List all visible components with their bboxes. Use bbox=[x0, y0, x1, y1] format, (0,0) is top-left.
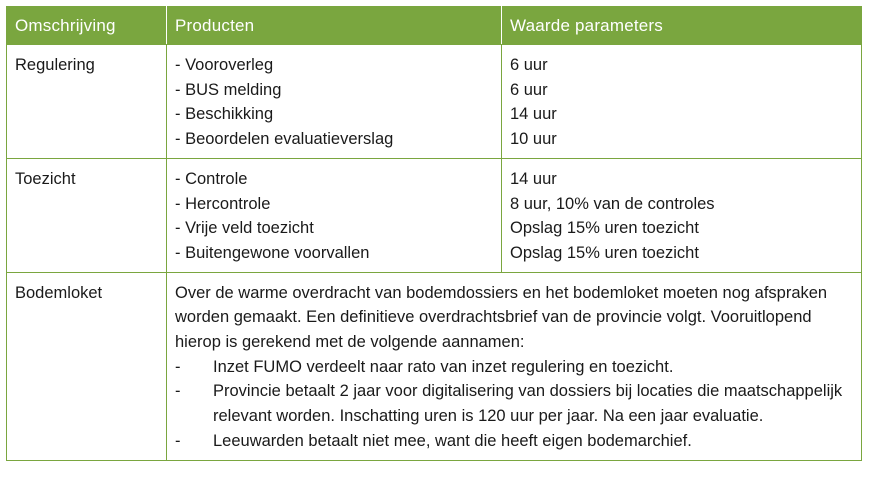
table-header-row bbox=[7, 7, 862, 45]
parameter-value: 6 uur bbox=[510, 56, 548, 74]
product-item: - Buitengewone voorvallen bbox=[175, 243, 370, 262]
product-item: - Controle bbox=[175, 169, 248, 188]
product-item: - Hercontrole bbox=[175, 194, 271, 213]
bullet-marker: - bbox=[175, 382, 181, 401]
table-row-regulering bbox=[7, 45, 862, 159]
header-waarde-parameters: Waarde parameters bbox=[502, 7, 862, 45]
product-item: - Vrije veld toezicht bbox=[175, 219, 314, 238]
parameter-value: 6 uur bbox=[510, 80, 548, 99]
parameter-value: 8 uur, 10% van de controles bbox=[510, 194, 715, 213]
bullet-text: Provincie betaalt 2 jaar voor digitalisering van dossiers bij locaties die maatschappelijk relevant worden. Inschatting uren is 120 uur per jaar. Na een jaar evaluatie. bbox=[213, 382, 843, 426]
bullet-text: Inzet FUMO verdeelt naar rato van inzet regulering en toezicht. bbox=[213, 357, 674, 376]
bodemloket-description-cell bbox=[167, 272, 862, 460]
products-cell bbox=[167, 158, 502, 272]
products-cell bbox=[167, 45, 502, 159]
product-item: - BUS melding bbox=[175, 80, 282, 99]
bullet-marker: - bbox=[175, 431, 181, 450]
product-item: - Beoordelen evaluatieverslag bbox=[175, 130, 394, 149]
parameters-table-container bbox=[6, 6, 861, 461]
header-omschrijving: Omschrijving bbox=[7, 7, 167, 45]
row-label: Toezicht bbox=[7, 158, 167, 272]
values-cell bbox=[502, 158, 862, 272]
parameter-value: 14 uur bbox=[510, 169, 557, 188]
table-row-bodemloket bbox=[7, 272, 862, 460]
product-item: - Vooroverleg bbox=[175, 56, 274, 74]
list-item bbox=[175, 429, 853, 454]
parameter-value: Opslag 15% uren toezicht bbox=[510, 243, 699, 262]
parameters-table bbox=[6, 6, 862, 461]
row-label: Bodemloket bbox=[7, 272, 167, 460]
parameter-value: 10 uur bbox=[510, 130, 557, 149]
bullet-text: Leeuwarden betaalt niet mee, want die heeft eigen bodemarchief. bbox=[213, 431, 692, 450]
parameter-value: 14 uur bbox=[510, 105, 557, 124]
table-row-toezicht bbox=[7, 158, 862, 272]
values-cell bbox=[502, 45, 862, 159]
bodemloket-intro: Over de warme overdracht van bodemdossiers en het bodemloket moeten nog afspraken worden gemaakt. Een definitieve overdrachtsbrief van de provincie volgt. Vooruitlopend hierop is gerekend met de volgende aannamen: bbox=[175, 283, 828, 352]
list-item bbox=[175, 355, 853, 380]
list-item bbox=[175, 379, 853, 428]
product-item: - Beschikking bbox=[175, 105, 274, 124]
parameter-value: Opslag 15% uren toezicht bbox=[510, 219, 699, 238]
row-label: Regulering bbox=[7, 45, 167, 159]
header-producten: Producten bbox=[167, 7, 502, 45]
bullet-marker: - bbox=[175, 357, 181, 376]
